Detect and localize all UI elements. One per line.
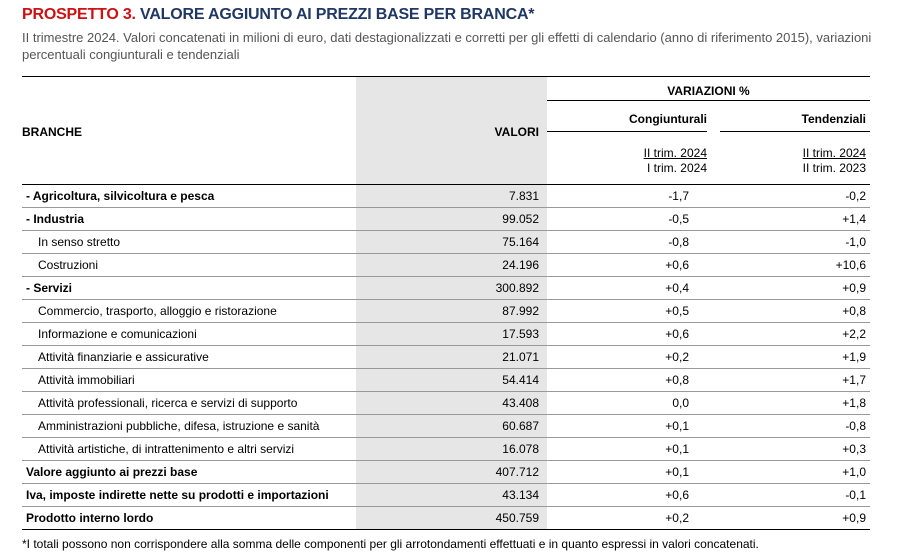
row-value: 16.078: [356, 438, 547, 461]
row-tendenziale: +1,8: [707, 392, 870, 415]
row-tendenziale: -0,2: [707, 185, 870, 208]
cong-period-previous: I trim. 2024: [646, 161, 707, 175]
table-body: [22, 185, 870, 530]
row-label: Costruzioni: [22, 254, 356, 277]
row-label: In senso stretto: [22, 231, 356, 254]
row-congiunturale: +0,5: [547, 300, 707, 323]
row-label: Commercio, trasporto, alloggio e ristorazione: [22, 300, 356, 323]
row-tendenziale: +1,9: [707, 346, 870, 369]
subtitle: II trimestre 2024. Valori concatenati in milioni di euro, dati destagionalizzati e corretti per gli effetti di calendario (anno di riferimento 2015), variazioni percentuali congiunturali e tendenziali: [22, 30, 872, 62]
row-label: Iva, imposte indirette nette su prodotti e importazioni: [22, 484, 356, 507]
valori-header: VALORI: [494, 125, 539, 139]
row-congiunturale: +0,2: [547, 346, 707, 369]
row-congiunturale: 0,0: [547, 392, 707, 415]
row-tendenziale: +2,2: [707, 323, 870, 346]
table-row: [22, 208, 870, 231]
table-row: [22, 415, 870, 438]
table-row: [22, 346, 870, 369]
variazioni-header: VARIAZIONI %: [667, 84, 750, 98]
table-row: [22, 438, 870, 461]
row-value: 99.052: [356, 208, 547, 231]
row-value: 43.408: [356, 392, 547, 415]
table-row: [22, 277, 870, 300]
row-value: 407.712: [356, 461, 547, 484]
row-label: - Agricoltura, silvicoltura e pesca: [22, 185, 356, 208]
row-tendenziale: +0,9: [707, 277, 870, 300]
row-tendenziale: +10,6: [707, 254, 870, 277]
tendenziali-period: [720, 146, 866, 176]
row-congiunturale: +0,1: [547, 415, 707, 438]
congiunturali-header: Congiunturali: [629, 112, 707, 126]
table-row: [22, 461, 870, 484]
table-row: [22, 507, 870, 530]
row-value: 17.593: [356, 323, 547, 346]
row-value: 87.992: [356, 300, 547, 323]
table-row: [22, 185, 870, 208]
row-value: 60.687: [356, 415, 547, 438]
row-tendenziale: +1,0: [707, 461, 870, 484]
branche-header: BRANCHE: [22, 125, 82, 139]
row-value: 54.414: [356, 369, 547, 392]
table-row: [22, 484, 870, 507]
row-tendenziale: +0,8: [707, 300, 870, 323]
tend-period-current: II trim. 2024: [802, 146, 866, 160]
congiunturali-rule: [547, 131, 707, 132]
footnote: *I totali possono non corrispondere alla somma delle componenti per gli arrotondamenti effettuati e in quanto espressi in valori concatenati.: [22, 537, 759, 551]
row-value: 43.134: [356, 484, 547, 507]
table-row: [22, 300, 870, 323]
row-value: 450.759: [356, 507, 547, 530]
row-value: 75.164: [356, 231, 547, 254]
row-congiunturale: +0,6: [547, 254, 707, 277]
row-congiunturale: -1,7: [547, 185, 707, 208]
row-label: Amministrazioni pubbliche, difesa, istruzione e sanità: [22, 415, 356, 438]
row-congiunturale: +0,4: [547, 277, 707, 300]
congiunturali-period: [547, 146, 707, 176]
row-value: 24.196: [356, 254, 547, 277]
table-row: [22, 254, 870, 277]
row-label: - Industria: [22, 208, 356, 231]
row-label: Attività professionali, ricerca e servizi di supporto: [22, 392, 356, 415]
row-congiunturale: -0,5: [547, 208, 707, 231]
row-congiunturale: +0,6: [547, 323, 707, 346]
cong-period-current: II trim. 2024: [643, 146, 707, 160]
row-label: Attività finanziarie e assicurative: [22, 346, 356, 369]
row-value: 21.071: [356, 346, 547, 369]
table-row: [22, 392, 870, 415]
row-congiunturale: +0,1: [547, 461, 707, 484]
page-title: [22, 6, 534, 24]
row-label: Prodotto interno lordo: [22, 507, 356, 530]
tendenziali-header: Tendenziali: [801, 112, 866, 126]
prospetto-number: PROSPETTO 3.: [22, 6, 136, 23]
row-tendenziale: +0,9: [707, 507, 870, 530]
row-label: Attività artistiche, di intrattenimento e altri servizi: [22, 438, 356, 461]
row-congiunturale: +0,8: [547, 369, 707, 392]
row-label: - Servizi: [22, 277, 356, 300]
row-tendenziale: +0,3: [707, 438, 870, 461]
row-label: Informazione e comunicazioni: [22, 323, 356, 346]
row-label: Valore aggiunto ai prezzi base: [22, 461, 356, 484]
table-row: [22, 369, 870, 392]
table-row: [22, 231, 870, 254]
row-tendenziale: -0,8: [707, 415, 870, 438]
row-tendenziale: +1,4: [707, 208, 870, 231]
row-congiunturale: +0,6: [547, 484, 707, 507]
row-tendenziale: -0,1: [707, 484, 870, 507]
table-row: [22, 323, 870, 346]
row-tendenziale: -1,0: [707, 231, 870, 254]
row-tendenziale: +1,7: [707, 369, 870, 392]
tend-period-previous: II trim. 2023: [802, 161, 866, 175]
row-value: 300.892: [356, 277, 547, 300]
data-table: [22, 185, 870, 530]
row-value: 7.831: [356, 185, 547, 208]
row-congiunturale: -0,8: [547, 231, 707, 254]
row-congiunturale: +0,2: [547, 507, 707, 530]
prospetto-title: VALORE AGGIUNTO AI PREZZI BASE PER BRANCA*: [140, 6, 535, 23]
tendenziali-rule: [720, 131, 870, 132]
row-congiunturale: +0,1: [547, 438, 707, 461]
row-label: Attività immobiliari: [22, 369, 356, 392]
variazioni-rule: [547, 100, 870, 101]
